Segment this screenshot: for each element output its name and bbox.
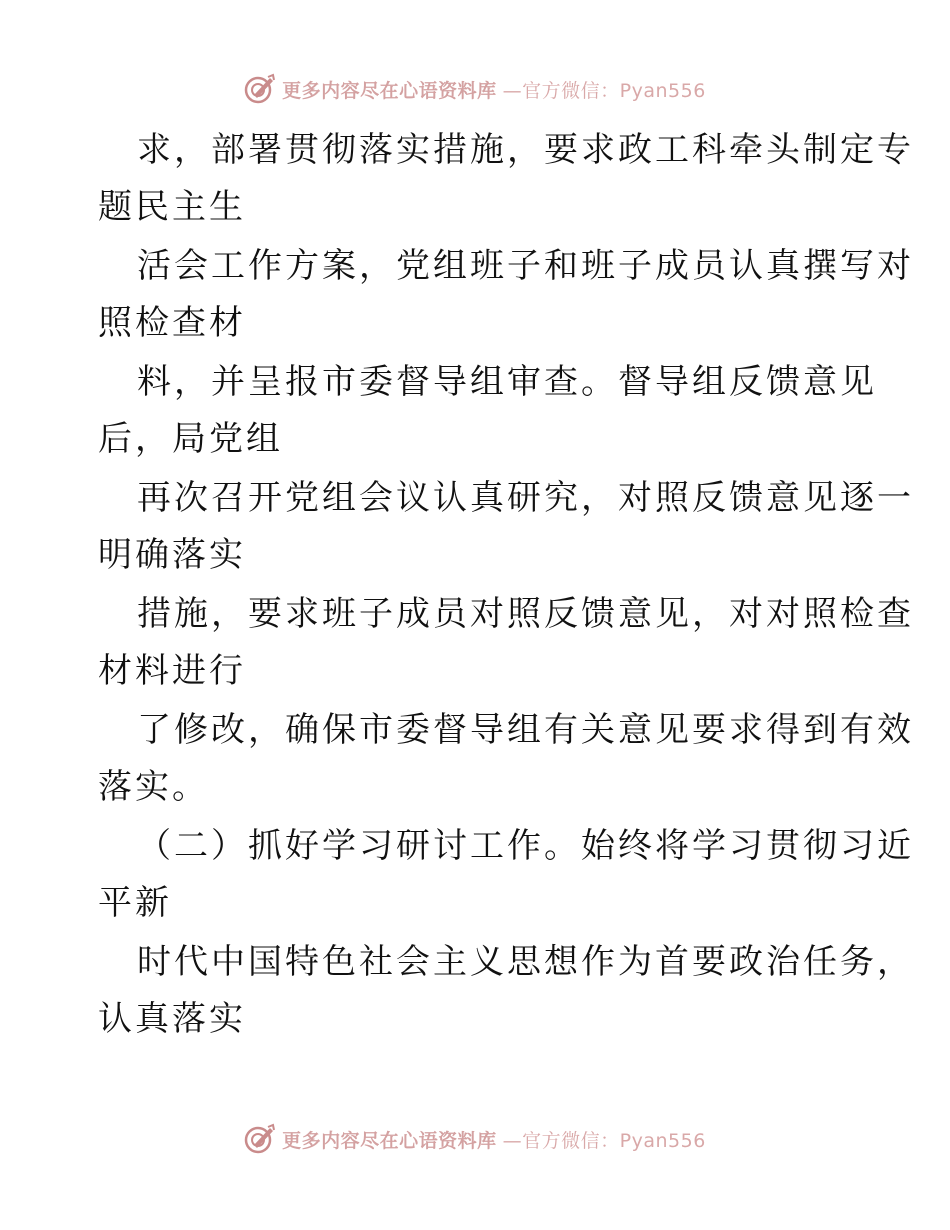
text-line: 照检查材 — [98, 303, 246, 343]
text-line: 平新 — [98, 883, 172, 923]
text-line: 认真落实 — [98, 999, 246, 1039]
text-line: 后，局党组 — [98, 419, 283, 459]
text-line: 了修改，确保市委督导组有关意见要求得到有效 — [137, 710, 914, 750]
header-watermark-contact: —官方微信：Pyan556 — [502, 79, 706, 102]
footer-watermark — [0, 1122, 950, 1156]
text-line: 求，部署贯彻落实措施，要求政工科牵头制定专 — [137, 130, 914, 170]
text-line: 题民主生 — [98, 187, 246, 227]
logo-icon — [244, 73, 276, 105]
text-line: 落实。 — [98, 767, 209, 807]
text-line: 时代中国特色社会主义思想作为首要政治任务， — [137, 942, 914, 982]
text-line: 料，并呈报市委督导组审查。督导组反馈意见 — [137, 362, 877, 402]
header-watermark — [0, 72, 950, 106]
text-line: 活会工作方案，党组班子和班子成员认真撰写对 — [137, 246, 914, 286]
text-line: 材料进行 — [98, 651, 246, 691]
text-line: （二）抓好学习研讨工作。始终将学习贯彻习近 — [137, 826, 914, 866]
text-line: 措施，要求班子成员对照反馈意见，对对照检查 — [137, 594, 914, 634]
header-watermark-title: 更多内容尽在心语资料库 — [282, 79, 497, 102]
footer-watermark-contact: —官方微信：Pyan556 — [502, 1129, 706, 1152]
text-line: 再次召开党组会议认真研究，对照反馈意见逐一 — [137, 478, 914, 518]
text-line: 明确落实 — [98, 535, 246, 575]
logo-icon — [244, 1123, 276, 1155]
footer-watermark-title: 更多内容尽在心语资料库 — [282, 1129, 497, 1152]
